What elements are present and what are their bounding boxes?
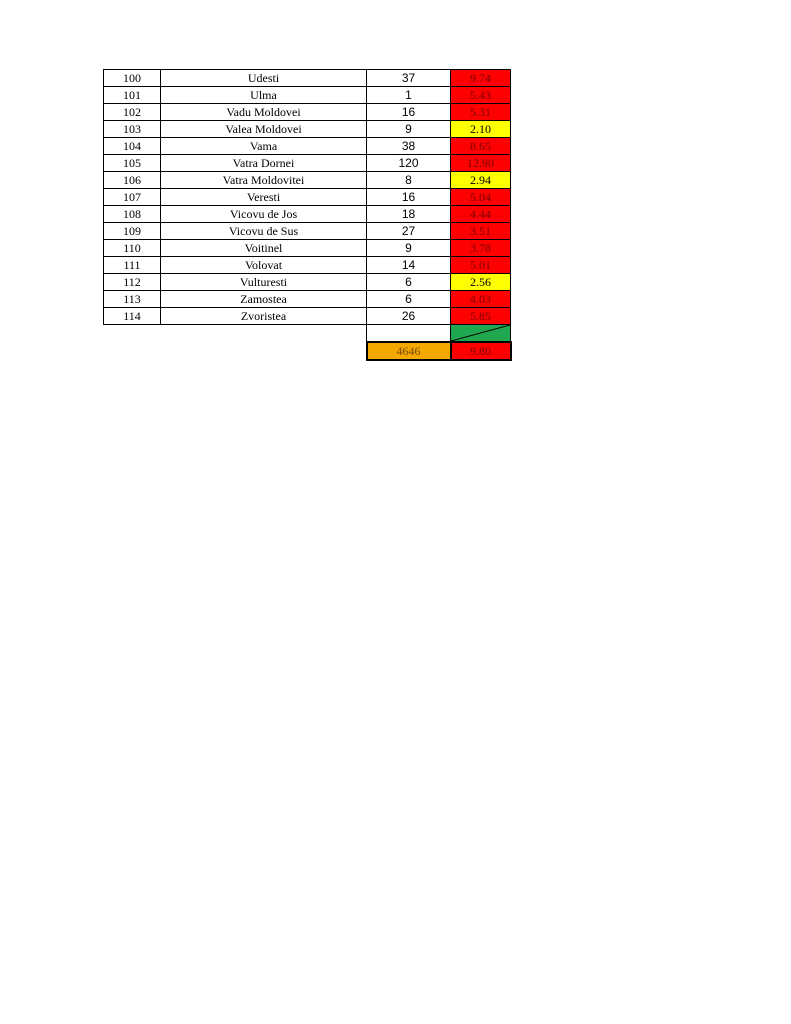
table-row [104,104,511,121]
incidence-rate: 5.04 [451,189,511,206]
case-count: 26 [367,308,451,325]
table-row [104,121,511,138]
case-count: 9 [367,240,451,257]
table-row [104,155,511,172]
incidence-rate: 5.31 [451,104,511,121]
case-count: 6 [367,274,451,291]
incidence-rate: 5.01 [451,257,511,274]
locality-name: Vicovu de Sus [161,223,367,240]
locality-name: Zvoristea [161,308,367,325]
incidence-rate: 3.78 [451,240,511,257]
row-index: 110 [104,240,161,257]
case-count: 27 [367,223,451,240]
incidence-rate: 5.85 [451,308,511,325]
incidence-rate: 2.56 [451,274,511,291]
incidence-rate: 2.94 [451,172,511,189]
total-row [104,342,511,360]
table-row [104,274,511,291]
table-row [104,308,511,325]
green-diagonal-cell [451,325,511,343]
locality-name: Vadu Moldovei [161,104,367,121]
legend-row [104,325,511,343]
locality-name: Zamostea [161,291,367,308]
incidence-rate: 9.74 [451,70,511,87]
data-table [103,69,512,361]
row-index: 112 [104,274,161,291]
table-row [104,291,511,308]
incidence-rate: 8.65 [451,138,511,155]
row-index: 104 [104,138,161,155]
case-count: 37 [367,70,451,87]
row-index: 113 [104,291,161,308]
incidence-rate: 5.43 [451,87,511,104]
table-row [104,87,511,104]
locality-name: Voitinel [161,240,367,257]
table-row [104,223,511,240]
table-body [104,70,511,325]
incidence-rate: 12.90 [451,155,511,172]
row-index: 100 [104,70,161,87]
row-index: 105 [104,155,161,172]
incidence-rate: 4.44 [451,206,511,223]
locality-name: Vatra Dornei [161,155,367,172]
case-count: 16 [367,104,451,121]
table-row [104,189,511,206]
case-count: 6 [367,291,451,308]
row-index: 111 [104,257,161,274]
blank-cell [367,325,451,343]
locality-name: Vulturesti [161,274,367,291]
total-rate: 9.80 [451,342,511,360]
row-index: 103 [104,121,161,138]
case-count: 14 [367,257,451,274]
incidence-rate: 3.51 [451,223,511,240]
row-index: 106 [104,172,161,189]
table-row [104,240,511,257]
table-row [104,172,511,189]
locality-name: Vatra Moldovitei [161,172,367,189]
table-row [104,257,511,274]
locality-name: Vama [161,138,367,155]
row-index: 108 [104,206,161,223]
row-index: 102 [104,104,161,121]
locality-name: Ulma [161,87,367,104]
case-count: 9 [367,121,451,138]
locality-name: Vicovu de Jos [161,206,367,223]
locality-name: Volovat [161,257,367,274]
incidence-rate: 2.10 [451,121,511,138]
row-index: 114 [104,308,161,325]
row-index: 107 [104,189,161,206]
row-index: 109 [104,223,161,240]
case-count: 16 [367,189,451,206]
locality-name: Udesti [161,70,367,87]
total-count: 4646 [367,342,451,360]
incidence-rate: 4.03 [451,291,511,308]
row-index: 101 [104,87,161,104]
table-row [104,206,511,223]
table-row [104,138,511,155]
diagonal-line-icon [451,325,510,341]
case-count: 18 [367,206,451,223]
locality-name: Veresti [161,189,367,206]
locality-name: Valea Moldovei [161,121,367,138]
case-count: 1 [367,87,451,104]
case-count: 120 [367,155,451,172]
case-count: 8 [367,172,451,189]
table-row [104,70,511,87]
case-count: 38 [367,138,451,155]
